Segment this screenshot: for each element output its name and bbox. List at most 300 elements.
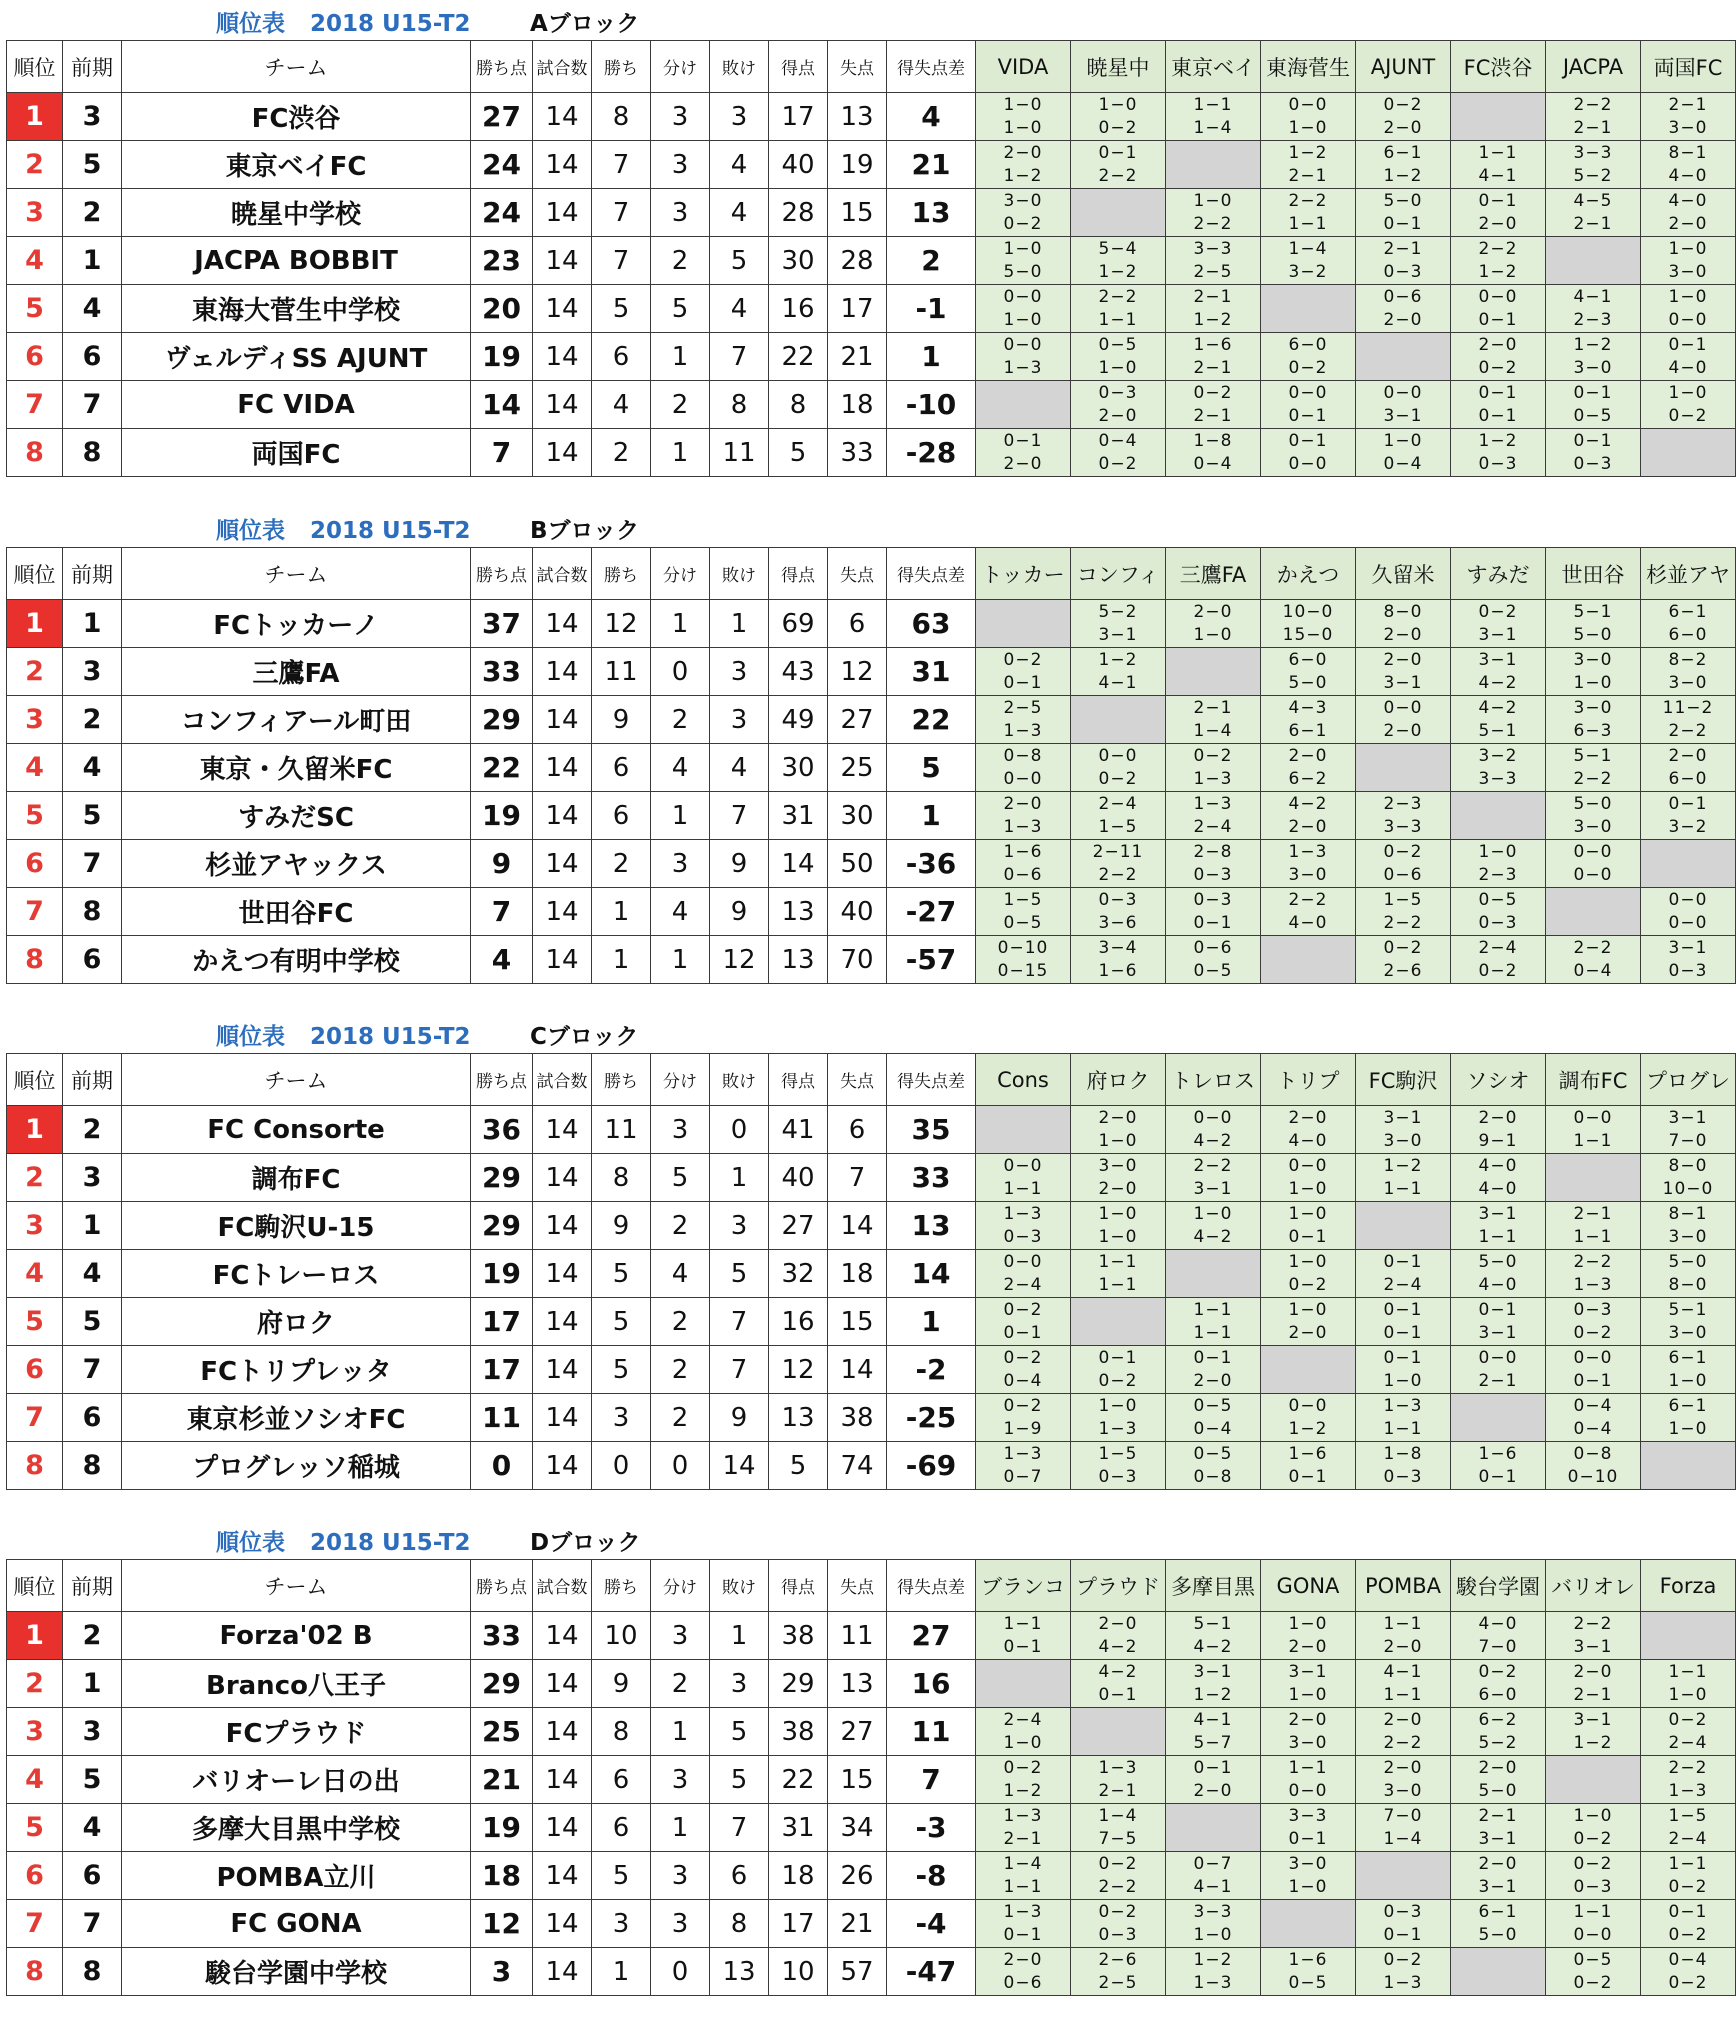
- second-leg-score: 1−3: [1573, 1274, 1613, 1295]
- match-result-cell: [1641, 1660, 1736, 1708]
- team-name-cell: 調布FC: [122, 1154, 471, 1202]
- games-played-cell: 14: [533, 1154, 592, 1202]
- first-leg-score: 0−2: [1383, 94, 1423, 115]
- header-d: 分け: [651, 41, 710, 93]
- second-leg-score: 2−3: [1573, 309, 1613, 330]
- match-result-cell: [1356, 1660, 1451, 1708]
- header-opponent: 両国FC: [1641, 41, 1736, 93]
- second-leg-score: 1−2: [1478, 261, 1518, 282]
- self-match-cell: [1641, 1612, 1736, 1660]
- self-match-cell: [1261, 936, 1356, 984]
- team-name-cell: ヴェルディSS AJUNT: [122, 333, 471, 381]
- first-leg-score: 3−1: [1383, 1107, 1423, 1128]
- first-leg-score: 0−3: [1573, 1299, 1613, 1320]
- match-result-cell: [1071, 744, 1166, 792]
- points-cell: 23: [471, 237, 533, 285]
- match-result-cell: [1451, 1804, 1546, 1852]
- match-result-cell: [1546, 648, 1641, 696]
- first-leg-score: 4−0: [1478, 1155, 1518, 1176]
- second-leg-score: 0−3: [1383, 261, 1423, 282]
- points-cell: 33: [471, 648, 533, 696]
- second-leg-score: 1−0: [1573, 672, 1613, 693]
- games-played-cell: 14: [533, 1202, 592, 1250]
- self-match-cell: [1071, 189, 1166, 237]
- first-leg-score: 1−1: [1478, 142, 1518, 163]
- games-played-cell: 14: [533, 1394, 592, 1442]
- table-row: [7, 888, 1736, 936]
- first-leg-score: 0−2: [1003, 1757, 1043, 1778]
- match-result-cell: [1071, 1442, 1166, 1490]
- match-result-cell: [1166, 1346, 1261, 1394]
- draws-cell: 1: [651, 1708, 710, 1756]
- first-leg-score: 1−6: [1288, 1949, 1328, 1970]
- match-result-cell: [1641, 936, 1736, 984]
- draws-cell: 3: [651, 1900, 710, 1948]
- second-leg-score: 1−1: [1098, 309, 1138, 330]
- second-leg-score: 2−5: [1193, 261, 1233, 282]
- first-leg-score: 0−3: [1193, 889, 1233, 910]
- goals-for-cell: 5: [769, 429, 828, 477]
- header-prev: 前期: [63, 548, 122, 600]
- second-leg-score: 7−5: [1098, 1828, 1138, 1849]
- first-leg-score: 2−1: [1478, 1805, 1518, 1826]
- self-match-cell: [1261, 285, 1356, 333]
- previous-rank-cell: 6: [63, 1852, 122, 1900]
- points-cell: 19: [471, 1804, 533, 1852]
- second-leg-score: 2−0: [1288, 1636, 1328, 1657]
- second-leg-score: 4−0: [1288, 912, 1328, 933]
- self-match-cell: [1166, 1250, 1261, 1298]
- standings-table: [6, 1559, 1736, 1996]
- table-row: [7, 1708, 1736, 1756]
- first-leg-score: 2−0: [1383, 649, 1423, 670]
- first-leg-score: 0−0: [1288, 1395, 1328, 1416]
- wins-cell: 6: [592, 792, 651, 840]
- wins-cell: 5: [592, 1852, 651, 1900]
- match-result-cell: [1451, 936, 1546, 984]
- first-leg-score: 1−0: [1288, 1251, 1328, 1272]
- first-leg-score: 1−3: [1003, 1805, 1043, 1826]
- match-result-cell: [1356, 648, 1451, 696]
- goal-difference-cell: -57: [887, 936, 976, 984]
- second-leg-score: 2−4: [1383, 1274, 1423, 1295]
- second-leg-score: 1−0: [1288, 1876, 1328, 1897]
- second-leg-score: 0−4: [1003, 1370, 1043, 1391]
- match-result-cell: [1356, 141, 1451, 189]
- first-leg-score: 1−3: [1003, 1901, 1043, 1922]
- first-leg-score: 5−1: [1668, 1299, 1708, 1320]
- match-result-cell: [1261, 429, 1356, 477]
- second-leg-score: 4−2: [1098, 1636, 1138, 1657]
- second-leg-score: 3−0: [1288, 1732, 1328, 1753]
- match-result-cell: [1451, 333, 1546, 381]
- first-leg-score: 2−2: [1668, 1757, 1708, 1778]
- title-block: Aブロック: [530, 11, 640, 37]
- second-leg-score: 0−3: [1478, 912, 1518, 933]
- first-leg-score: 0−1: [1098, 1347, 1138, 1368]
- goals-against-cell: 6: [828, 600, 887, 648]
- wins-cell: 11: [592, 648, 651, 696]
- header-ga: 失点: [828, 1054, 887, 1106]
- points-cell: 25: [471, 1708, 533, 1756]
- wins-cell: 6: [592, 744, 651, 792]
- first-leg-score: 1−1: [1098, 1251, 1138, 1272]
- previous-rank-cell: 3: [63, 648, 122, 696]
- second-leg-score: 4−0: [1478, 1274, 1518, 1295]
- second-leg-score: 0−2: [1668, 405, 1708, 426]
- first-leg-score: 1−3: [1003, 1203, 1043, 1224]
- losses-cell: 1: [710, 1154, 769, 1202]
- table-row: [7, 381, 1736, 429]
- losses-cell: 3: [710, 93, 769, 141]
- self-match-cell: [1546, 1154, 1641, 1202]
- self-match-cell: [976, 1106, 1071, 1154]
- second-leg-score: 1−1: [1193, 1322, 1233, 1343]
- points-cell: 29: [471, 1202, 533, 1250]
- match-result-cell: [1546, 1900, 1641, 1948]
- first-leg-score: 5−1: [1573, 601, 1613, 622]
- match-result-cell: [976, 1756, 1071, 1804]
- goals-against-cell: 13: [828, 1660, 887, 1708]
- second-leg-score: 0−8: [1193, 1466, 1233, 1487]
- header-row: [7, 41, 1736, 93]
- first-leg-score: 2−0: [1098, 1613, 1138, 1634]
- points-cell: 36: [471, 1106, 533, 1154]
- title-prefix: 順位表: [216, 518, 285, 544]
- second-leg-score: 0−2: [1098, 1370, 1138, 1391]
- team-name-cell: FCプラウド: [122, 1708, 471, 1756]
- first-leg-score: 0−6: [1193, 937, 1233, 958]
- previous-rank-cell: 1: [63, 600, 122, 648]
- first-leg-score: 1−0: [1668, 286, 1708, 307]
- draws-cell: 2: [651, 1298, 710, 1346]
- match-result-cell: [1166, 744, 1261, 792]
- match-result-cell: [1546, 1202, 1641, 1250]
- second-leg-score: 4−2: [1478, 672, 1518, 693]
- match-result-cell: [1546, 840, 1641, 888]
- second-leg-score: 2−1: [1003, 1828, 1043, 1849]
- second-leg-score: 2−6: [1383, 960, 1423, 981]
- title-prefix: 順位表: [216, 1024, 285, 1050]
- first-leg-score: 1−0: [1478, 841, 1518, 862]
- points-cell: 19: [471, 1250, 533, 1298]
- first-leg-score: 6−0: [1288, 334, 1328, 355]
- first-leg-score: 0−1: [1478, 1299, 1518, 1320]
- second-leg-score: 3−0: [1383, 1130, 1423, 1151]
- table-row: [7, 1948, 1736, 1996]
- losses-cell: 13: [710, 1948, 769, 1996]
- second-leg-score: 5−2: [1573, 165, 1613, 186]
- goal-difference-cell: -28: [887, 429, 976, 477]
- match-result-cell: [1071, 792, 1166, 840]
- first-leg-score: 6−0: [1288, 649, 1328, 670]
- first-leg-score: 0−0: [1003, 1155, 1043, 1176]
- header-l: 敗け: [710, 1560, 769, 1612]
- second-leg-score: 6−0: [1668, 768, 1708, 789]
- team-name-cell: Branco八王子: [122, 1660, 471, 1708]
- second-leg-score: 1−2: [1193, 1684, 1233, 1705]
- goal-difference-cell: 21: [887, 141, 976, 189]
- header-opponent: 東海菅生: [1261, 41, 1356, 93]
- team-name-cell: 府ロク: [122, 1298, 471, 1346]
- match-result-cell: [1641, 189, 1736, 237]
- match-result-cell: [1166, 888, 1261, 936]
- match-result-cell: [1451, 648, 1546, 696]
- match-result-cell: [1546, 285, 1641, 333]
- match-result-cell: [976, 1900, 1071, 1948]
- second-leg-score: 2−1: [1573, 1684, 1613, 1705]
- match-result-cell: [1166, 93, 1261, 141]
- second-leg-score: 0−15: [997, 960, 1049, 981]
- first-leg-score: 0−1: [1478, 190, 1518, 211]
- team-name-cell: POMBA立川: [122, 1852, 471, 1900]
- self-match-cell: [1261, 1346, 1356, 1394]
- first-leg-score: 0−2: [1193, 382, 1233, 403]
- first-leg-score: 0−4: [1098, 430, 1138, 451]
- second-leg-score: 2−2: [1383, 1732, 1423, 1753]
- first-leg-score: 0−8: [1573, 1443, 1613, 1464]
- match-result-cell: [976, 1250, 1071, 1298]
- first-leg-score: 4−5: [1573, 190, 1613, 211]
- goals-for-cell: 8: [769, 381, 828, 429]
- first-leg-score: 0−1: [1193, 1347, 1233, 1368]
- match-result-cell: [1641, 600, 1736, 648]
- header-gd: 得失点差: [887, 1054, 976, 1106]
- team-name-cell: 暁星中学校: [122, 189, 471, 237]
- match-result-cell: [1546, 93, 1641, 141]
- second-leg-score: 3−0: [1383, 1780, 1423, 1801]
- second-leg-score: 6−2: [1288, 768, 1328, 789]
- goals-against-cell: 17: [828, 285, 887, 333]
- table-row: [7, 93, 1736, 141]
- losses-cell: 5: [710, 1756, 769, 1804]
- header-l: 敗け: [710, 548, 769, 600]
- games-played-cell: 14: [533, 285, 592, 333]
- header-gf: 得点: [769, 1560, 828, 1612]
- first-leg-score: 0−0: [1668, 889, 1708, 910]
- previous-rank-cell: 8: [63, 1948, 122, 1996]
- team-name-cell: FC GONA: [122, 1900, 471, 1948]
- header-opponent: すみだ: [1451, 548, 1546, 600]
- goal-difference-cell: 4: [887, 93, 976, 141]
- match-result-cell: [1261, 1394, 1356, 1442]
- first-leg-score: 1−1: [1668, 1661, 1708, 1682]
- goals-against-cell: 18: [828, 381, 887, 429]
- goals-against-cell: 19: [828, 141, 887, 189]
- second-leg-score: 0−3: [1383, 1466, 1423, 1487]
- second-leg-score: 3−1: [1478, 1876, 1518, 1897]
- match-result-cell: [1641, 1250, 1736, 1298]
- first-leg-score: 3−0: [1003, 190, 1043, 211]
- goals-for-cell: 17: [769, 93, 828, 141]
- wins-cell: 2: [592, 840, 651, 888]
- match-result-cell: [1451, 1106, 1546, 1154]
- points-cell: 33: [471, 1612, 533, 1660]
- table-row: [7, 600, 1736, 648]
- first-leg-score: 0−5: [1193, 1395, 1233, 1416]
- second-leg-score: 4−0: [1668, 165, 1708, 186]
- self-match-cell: [1546, 888, 1641, 936]
- rank-cell: 3: [7, 189, 63, 237]
- match-result-cell: [1261, 333, 1356, 381]
- header-gp: 試合数: [533, 41, 592, 93]
- header-gd: 得失点差: [887, 548, 976, 600]
- second-leg-score: 1−0: [1003, 117, 1043, 138]
- second-leg-score: 2−4: [1003, 1274, 1043, 1295]
- losses-cell: 4: [710, 744, 769, 792]
- first-leg-score: 2−0: [1478, 334, 1518, 355]
- match-result-cell: [1451, 1756, 1546, 1804]
- header-opponent: 多摩目黒: [1166, 1560, 1261, 1612]
- second-leg-score: 1−0: [1288, 1684, 1328, 1705]
- second-leg-score: 5−0: [1003, 261, 1043, 282]
- match-result-cell: [1546, 1442, 1641, 1490]
- first-leg-score: 2−6: [1098, 1949, 1138, 1970]
- match-result-cell: [1356, 696, 1451, 744]
- second-leg-score: 4−2: [1193, 1636, 1233, 1657]
- goals-against-cell: 12: [828, 648, 887, 696]
- wins-cell: 8: [592, 1154, 651, 1202]
- draws-cell: 3: [651, 1612, 710, 1660]
- match-result-cell: [1641, 285, 1736, 333]
- rank-cell: 2: [7, 1154, 63, 1202]
- match-result-cell: [1451, 744, 1546, 792]
- first-leg-score: 2−0: [1288, 745, 1328, 766]
- match-result-cell: [1261, 1154, 1356, 1202]
- goals-against-cell: 15: [828, 1298, 887, 1346]
- rank-cell: 4: [7, 744, 63, 792]
- header-opponent: GONA: [1261, 1560, 1356, 1612]
- second-leg-score: 2−2: [1573, 768, 1613, 789]
- goals-for-cell: 69: [769, 600, 828, 648]
- header-opponent: 三鷹FA: [1166, 548, 1261, 600]
- first-leg-score: 1−0: [1668, 382, 1708, 403]
- second-leg-score: 0−1: [1478, 1466, 1518, 1487]
- goals-for-cell: 13: [769, 888, 828, 936]
- goals-for-cell: 43: [769, 648, 828, 696]
- rank-cell: 7: [7, 1394, 63, 1442]
- second-leg-score: 1−3: [1193, 1972, 1233, 1993]
- second-leg-score: 1−0: [1383, 1370, 1423, 1391]
- goal-difference-cell: 13: [887, 1202, 976, 1250]
- losses-cell: 4: [710, 285, 769, 333]
- first-leg-score: 1−0: [1288, 1613, 1328, 1634]
- second-leg-score: 0−6: [1383, 864, 1423, 885]
- first-leg-score: 3−3: [1573, 142, 1613, 163]
- draws-cell: 2: [651, 237, 710, 285]
- points-cell: 0: [471, 1442, 533, 1490]
- team-name-cell: FCトッカーノ: [122, 600, 471, 648]
- match-result-cell: [1166, 936, 1261, 984]
- first-leg-score: 1−0: [1288, 1203, 1328, 1224]
- match-result-cell: [1356, 189, 1451, 237]
- first-leg-score: 2−4: [1098, 793, 1138, 814]
- match-result-cell: [1166, 1394, 1261, 1442]
- second-leg-score: 1−3: [1668, 1780, 1708, 1801]
- goal-difference-cell: -1: [887, 285, 976, 333]
- first-leg-score: 2−1: [1193, 286, 1233, 307]
- goals-against-cell: 25: [828, 744, 887, 792]
- points-cell: 7: [471, 888, 533, 936]
- match-result-cell: [1451, 1442, 1546, 1490]
- first-leg-score: 2−2: [1573, 937, 1613, 958]
- match-result-cell: [1166, 237, 1261, 285]
- match-result-cell: [1261, 1660, 1356, 1708]
- draws-cell: 4: [651, 888, 710, 936]
- first-leg-score: 2−1: [1383, 238, 1423, 259]
- second-leg-score: 2−5: [1098, 1972, 1138, 1993]
- first-leg-score: 1−0: [1193, 190, 1233, 211]
- match-result-cell: [1166, 1708, 1261, 1756]
- previous-rank-cell: 5: [63, 141, 122, 189]
- second-leg-score: 0−4: [1573, 1418, 1613, 1439]
- points-cell: 29: [471, 1154, 533, 1202]
- first-leg-score: 2−0: [1288, 1107, 1328, 1128]
- draws-cell: 1: [651, 936, 710, 984]
- goals-for-cell: 38: [769, 1708, 828, 1756]
- match-result-cell: [976, 93, 1071, 141]
- goals-for-cell: 31: [769, 1804, 828, 1852]
- first-leg-score: 3−0: [1288, 1853, 1328, 1874]
- match-result-cell: [976, 792, 1071, 840]
- first-leg-score: 1−1: [1573, 1901, 1613, 1922]
- second-leg-score: 3−0: [1668, 672, 1708, 693]
- first-leg-score: 2−1: [1573, 1203, 1613, 1224]
- first-leg-score: 1−1: [1668, 1853, 1708, 1874]
- second-leg-score: 2−0: [1193, 1780, 1233, 1801]
- rank-cell: 3: [7, 1202, 63, 1250]
- match-result-cell: [1546, 141, 1641, 189]
- games-played-cell: 14: [533, 1900, 592, 1948]
- first-leg-score: 1−3: [1288, 841, 1328, 862]
- match-result-cell: [1451, 1346, 1546, 1394]
- match-result-cell: [976, 1394, 1071, 1442]
- match-result-cell: [1071, 1394, 1166, 1442]
- first-leg-score: 1−0: [1003, 238, 1043, 259]
- second-leg-score: 4−0: [1288, 1130, 1328, 1151]
- points-cell: 12: [471, 1900, 533, 1948]
- header-opponent: ソシオ: [1451, 1054, 1546, 1106]
- second-leg-score: 1−1: [1383, 1178, 1423, 1199]
- match-result-cell: [1451, 429, 1546, 477]
- second-leg-score: 1−1: [1573, 1130, 1613, 1151]
- match-result-cell: [1261, 888, 1356, 936]
- second-leg-score: 2−1: [1193, 405, 1233, 426]
- previous-rank-cell: 3: [63, 93, 122, 141]
- second-leg-score: 1−2: [1573, 1732, 1613, 1753]
- first-leg-score: 0−1: [1573, 382, 1613, 403]
- previous-rank-cell: 1: [63, 1202, 122, 1250]
- match-result-cell: [1356, 429, 1451, 477]
- second-leg-score: 2−0: [1383, 1636, 1423, 1657]
- first-leg-score: 0−5: [1478, 889, 1518, 910]
- match-result-cell: [1546, 1250, 1641, 1298]
- first-leg-score: 0−1: [1003, 430, 1043, 451]
- match-result-cell: [1641, 1756, 1736, 1804]
- match-result-cell: [976, 696, 1071, 744]
- second-leg-score: 2−0: [1383, 624, 1423, 645]
- second-leg-score: 1−3: [1003, 816, 1043, 837]
- header-opponent: トリプ: [1261, 1054, 1356, 1106]
- second-leg-score: 1−3: [1003, 720, 1043, 741]
- match-result-cell: [1356, 1250, 1451, 1298]
- first-leg-score: 0−0: [1003, 286, 1043, 307]
- points-cell: 29: [471, 696, 533, 744]
- second-leg-score: 15−0: [1282, 624, 1334, 645]
- header-opponent: コンフィ: [1071, 548, 1166, 600]
- first-leg-score: 6−1: [1478, 1901, 1518, 1922]
- match-result-cell: [1356, 1948, 1451, 1996]
